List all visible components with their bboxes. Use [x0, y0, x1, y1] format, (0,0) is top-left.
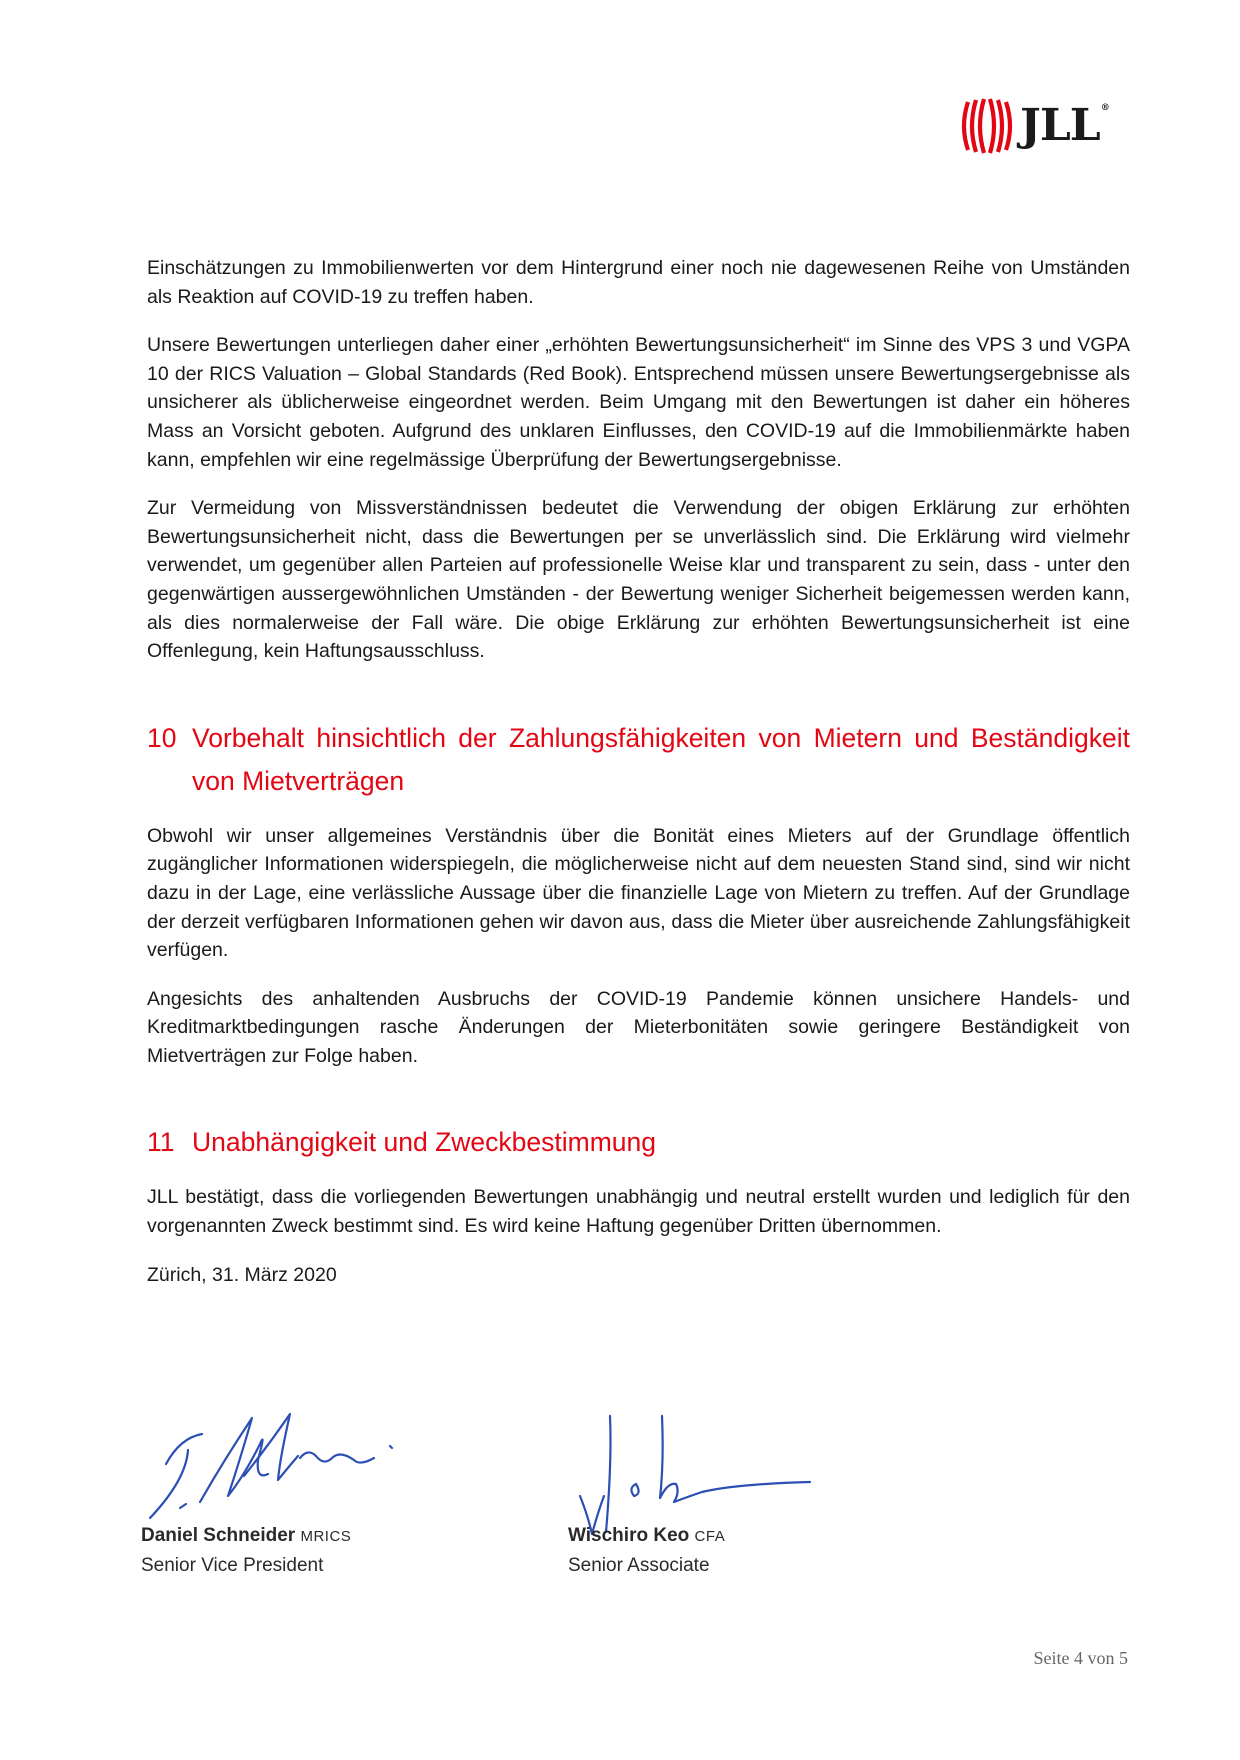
signatory-role: Senior Associate: [568, 1555, 710, 1576]
paragraph: Obwohl wir unser allgemeines Verständnis über die Bonität eines Mieters auf der Grundlage öffentlich zugänglicher Informationen widerspiegeln, die möglicherweise nicht auf dem neuesten Stand sind, sind wir nicht dazu in der Lage, eine verlässliche Aussage über die finanzielle Lage von Mietern zu treffen. Auf der Grundlage der derzeit verfügbaren Informationen gehen wir davon aus, dass die Mieter über ausreichende Zahlungsfähigkeit verfügen.: [147, 824, 1130, 962]
paragraph: Einschätzungen zu Immobilienwerten vor dem Hintergrund einer noch nie dagewesenen Reihe von Umständen als Reaktion auf COVID-19 zu treffen haben.: [147, 257, 1130, 308]
signature-daniel-schneider: [140, 1400, 420, 1520]
date-line: Zürich, 31. März 2020: [147, 1263, 337, 1286]
jll-logo-mark: [958, 96, 1016, 156]
jll-logo: [958, 96, 1109, 156]
section-number: 11: [147, 1127, 175, 1158]
paragraph: Zur Vermeidung von Missverständnissen bedeutet die Verwendung der obigen Erklärung zur erhöhten Bewertungsunsicherheit nicht, dass die Bewertungen per se unverlässlich sind. Die Erklärung wird vielmehr verwendet, um gegenüber allen Parteien auf professionelle Weise klar und transparent zu sein, dass - unter den gegenwärtigen aussergewöhnlichen Umständen - der Bewertung weniger Sicherheit beigemessen werden kann, als dies normalerweise der Fall wäre. Die obige Erklärung zur erhöhten Bewertungsunsicherheit ist eine Offenlegung, kein Haftungsausschluss.: [147, 497, 1130, 663]
signatory-role: Senior Vice President: [141, 1555, 324, 1576]
logo-wordmark: JLL®: [1020, 100, 1109, 151]
signature-wischiro-keo: [570, 1412, 840, 1537]
section-title: Unabhängigkeit und Zweckbestimmung: [192, 1127, 657, 1158]
section-number: 10: [147, 722, 177, 753]
signatory-name: Daniel Schneider MRICS: [141, 1525, 352, 1546]
section-heading-11: [147, 1121, 1130, 1164]
paragraph: Unsere Bewertungen unterliegen daher einer „erhöhten Bewertungsunsicherheit“ im Sinne des VPS 3 und VGPA 10 der RICS Valuation – Global Standards (Red Book). Entsprechend müssen unsere Bewertungsergebnisse als unsicherer als üblicherweise eingeordnet werden. Beim Umgang mit den Bewertungen ist daher ein höheres Mass an Vorsicht geboten. Aufgrund des unklaren Einflusses, den COVID-19 auf die Immobilienmärkte haben kann, empfehlen wir eine regelmässige Überprüfung der Bewertungsergebnisse.: [147, 334, 1130, 471]
section-title: Vorbehalt hinsichtlich der Zahlungsfähigkeiten von Mietern und Beständigkeit von Mietverträgen: [192, 722, 1130, 796]
signatory-name: Wischiro Keo CFA: [568, 1525, 726, 1546]
signatory-1: [141, 1522, 351, 1581]
paragraph: Angesichts des anhaltenden Ausbruchs der COVID-19 Pandemie können unsichere Handels- und Kreditmarktbedingungen rasche Änderungen der Mieterbonitäten sowie geringere Beständigkeit von Mietverträgen zur Folge haben.: [147, 987, 1130, 1067]
document-body: [147, 254, 1130, 1289]
page-number: Seite 4 von 5: [1033, 1648, 1128, 1668]
paragraph: JLL bestätigt, dass die vorliegenden Bewertungen unabhängig und neutral erstellt wurden und lediglich für den vorgenannten Zweck bestimmt sind. Es wird keine Haftung gegenüber Dritten übernommen.: [147, 1186, 1130, 1238]
signatory-2: [568, 1522, 725, 1581]
section-heading-10: [147, 717, 1130, 803]
